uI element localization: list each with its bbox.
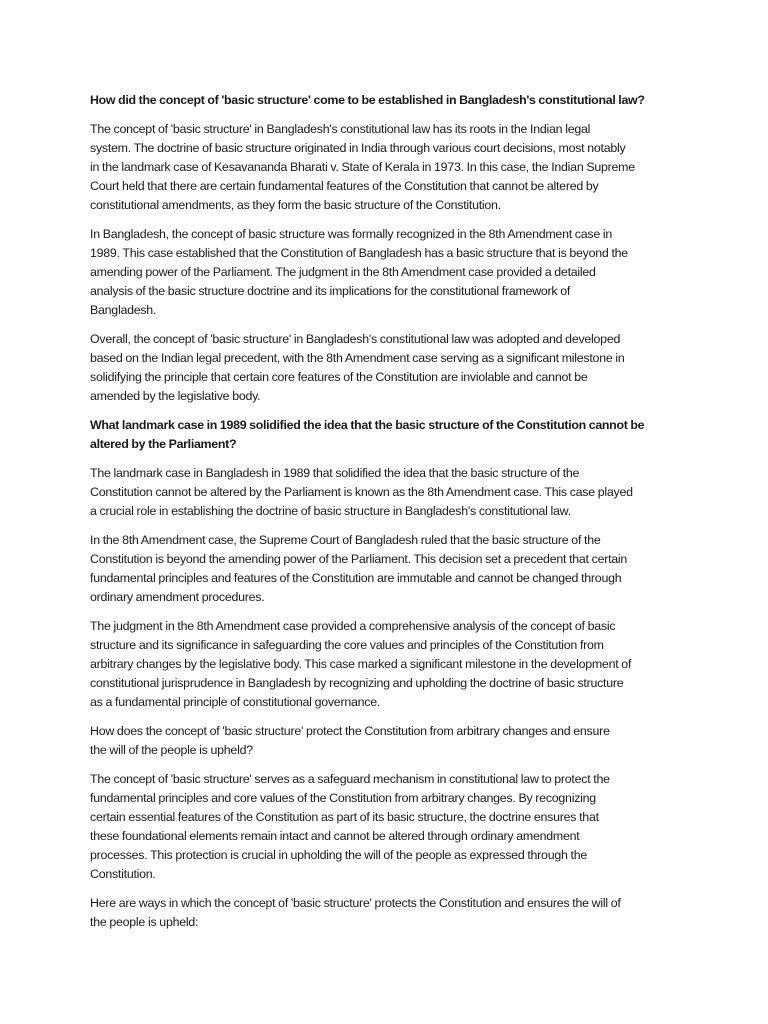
text-line: How did the concept of 'basic structure' come to be established in Bangladesh's constitutional law? xyxy=(90,93,645,107)
text-line: The concept of 'basic structure' serves as a safeguard mechanism in constitutional law to protect the xyxy=(90,772,610,786)
text-line: The judgment in the 8th Amendment case provided a comprehensive analysis of the concept of basic xyxy=(90,619,616,633)
text-line: processes. This protection is crucial in upholding the will of the people as expressed through the xyxy=(90,848,587,862)
text-line: as a fundamental principle of constitutional governance. xyxy=(90,695,381,709)
text-line: How does the concept of 'basic structure' protect the Constitution from arbitrary changes and ensure xyxy=(90,724,610,738)
body-paragraph xyxy=(90,225,682,320)
text-line: fundamental principles and features of the Constitution are immutable and cannot be changed through xyxy=(90,571,622,585)
text-line: ordinary amendment procedures. xyxy=(90,590,265,604)
text-line: Constitution. xyxy=(90,867,156,881)
text-line: constitutional jurisprudence in Bangladesh by recognizing and upholding the doctrine of basic structure xyxy=(90,676,624,690)
text-line: In Bangladesh, the concept of basic structure was formally recognized in the 8th Amendment case in xyxy=(90,227,613,241)
body-paragraph xyxy=(90,531,682,607)
text-line: analysis of the basic structure doctrine and its implications for the constitutional framework of xyxy=(90,284,571,298)
text-line: The concept of 'basic structure' in Bangladesh's constitutional law has its roots in the Indian legal xyxy=(90,122,591,136)
text-line: structure and its significance in safeguarding the core values and principles of the Constitution from xyxy=(90,638,604,652)
text-line: Bangladesh. xyxy=(90,303,157,317)
text-line: based on the Indian legal precedent, with the 8th Amendment case serving as a significant milestone in xyxy=(90,351,625,365)
text-line: The landmark case in Bangladesh in 1989 that solidified the idea that the basic structure of the xyxy=(90,466,580,480)
text-line: the will of the people is upheld? xyxy=(90,743,253,757)
text-line: Overall, the concept of 'basic structure' in Bangladesh's constitutional law was adopted and developed xyxy=(90,332,621,346)
body-paragraph xyxy=(90,120,682,215)
text-line: What landmark case in 1989 solidified the idea that the basic structure of the Constitution cannot be xyxy=(90,418,645,432)
text-line: system. The doctrine of basic structure originated in India through various court decisions, most notably xyxy=(90,141,626,155)
body-paragraph xyxy=(90,330,682,406)
text-line: in the landmark case of Kesavananda Bharati v. State of Kerala in 1973. In this case, the Indian Supreme xyxy=(90,160,635,174)
text-line: these foundational elements remain intact and cannot be altered through ordinary amendment xyxy=(90,829,580,843)
body-paragraph xyxy=(90,617,682,712)
question-heading xyxy=(90,91,682,110)
text-line: certain essential features of the Constitution as part of its basic structure, the doctrine ensures that xyxy=(90,810,599,824)
text-line: Here are ways in which the concept of 'basic structure' protects the Constitution and ensures the will of xyxy=(90,896,621,910)
document-page xyxy=(90,91,682,942)
text-line: In the 8th Amendment case, the Supreme Court of Bangladesh ruled that the basic structure of the xyxy=(90,533,601,547)
text-line: solidifying the principle that certain core features of the Constitution are inviolable and cannot be xyxy=(90,370,588,384)
body-paragraph xyxy=(90,464,682,521)
body-paragraph xyxy=(90,770,682,884)
text-line: fundamental principles and core values of the Constitution from arbitrary changes. By recognizing xyxy=(90,791,596,805)
text-line: a crucial role in establishing the doctrine of basic structure in Bangladesh's constitutional law. xyxy=(90,504,571,518)
text-line: the people is upheld: xyxy=(90,915,199,929)
text-line: amended by the legislative body. xyxy=(90,389,261,403)
body-paragraph xyxy=(90,894,682,932)
text-line: Constitution is beyond the amending power of the Parliament. This decision set a precedent that certain xyxy=(90,552,628,566)
question-heading xyxy=(90,416,682,454)
text-line: arbitrary changes by the legislative body. This case marked a significant milestone in the development of xyxy=(90,657,632,671)
text-line: altered by the Parliament? xyxy=(90,437,237,451)
text-line: Court held that there are certain fundamental features of the Constitution that cannot be altered by xyxy=(90,179,599,193)
body-paragraph xyxy=(90,722,682,760)
text-line: amending power of the Parliament. The judgment in the 8th Amendment case provided a detailed xyxy=(90,265,596,279)
text-line: 1989. This case established that the Constitution of Bangladesh has a basic structure that is beyond the xyxy=(90,246,628,260)
text-line: Constitution cannot be altered by the Parliament is known as the 8th Amendment case. This case played xyxy=(90,485,633,499)
text-line: constitutional amendments, as they form the basic structure of the Constitution. xyxy=(90,198,501,212)
